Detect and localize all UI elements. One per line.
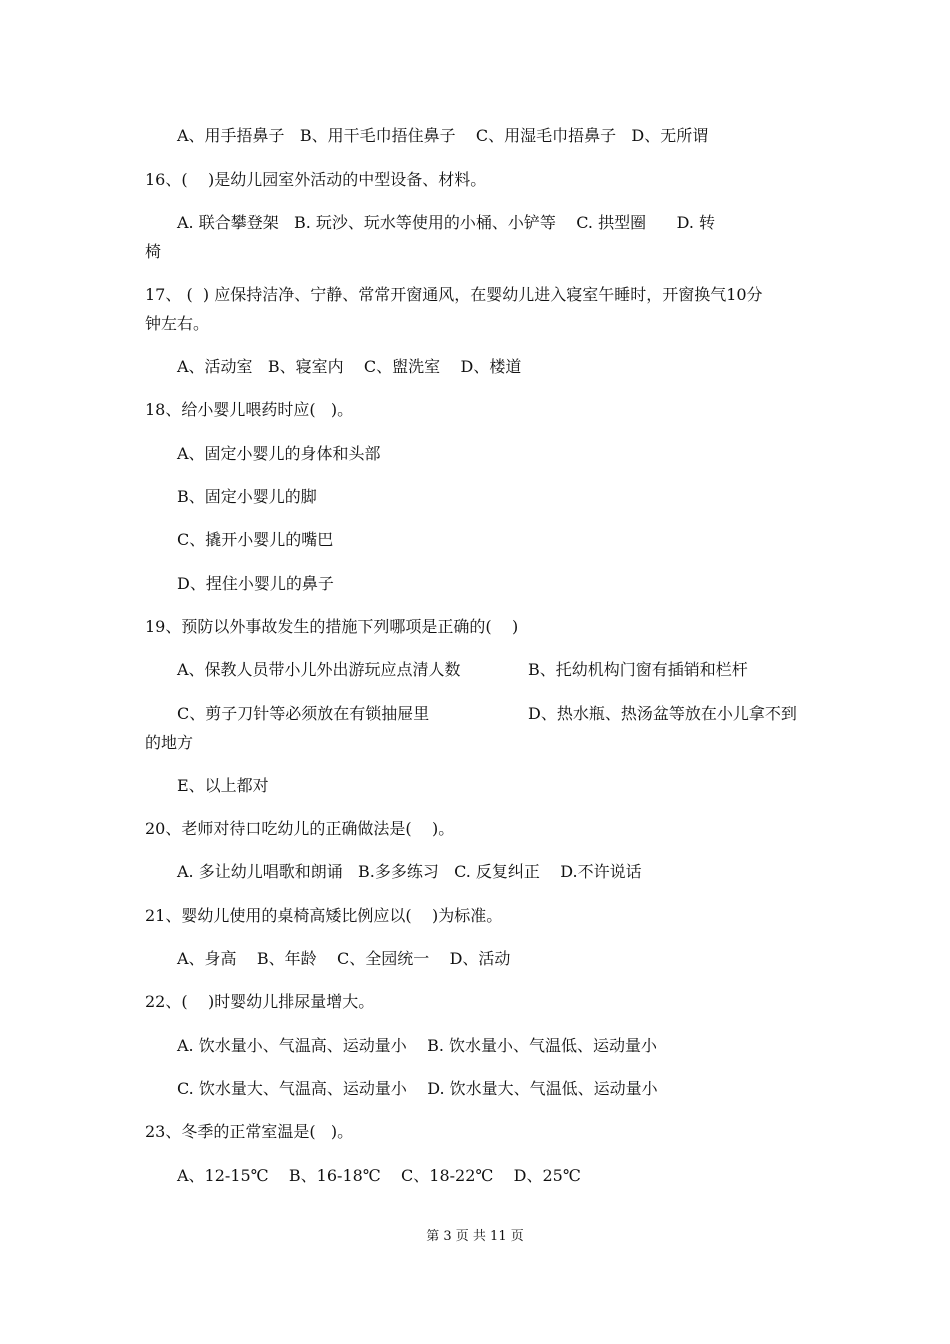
q19-stem: 19、预防以外事故发生的措施下列哪项是正确的( ) xyxy=(145,617,519,636)
q17-stem: 17、 ( ) 应保持洁净、宁静、常常开窗通风，在婴幼儿进入寝室午睡时，开窗换气10分 xyxy=(145,285,763,304)
q19-option-e: E、以上都对 xyxy=(177,776,269,795)
q22-stem: 22、( )时婴幼儿排尿量增大。 xyxy=(145,992,375,1011)
q22-options-cd: C. 饮水量大、气温高、运动量小 D. 饮水量大、气温低、运动量小 xyxy=(177,1079,658,1098)
q19-option-b: B、托幼机构门窗有插销和栏杆 xyxy=(528,660,748,679)
q22-options-ab: A. 饮水量小、气温高、运动量小 B. 饮水量小、气温低、运动量小 xyxy=(177,1036,658,1055)
q16-options: A. 联合攀登架 B. 玩沙、玩水等使用的小桶、小铲等 C. 拱型圈 D. 转 xyxy=(177,213,716,232)
q19-option-d: D、热水瓶、热汤盆等放在小儿拿不到 xyxy=(528,704,797,723)
page-number-footer: 第 3 页 共 11 页 xyxy=(426,1229,524,1244)
q20-options: A. 多让幼儿唱歌和朗诵 B.多多练习 C. 反复纠正 D.不许说话 xyxy=(177,862,642,881)
q16-options-wrap: 椅 xyxy=(145,242,162,261)
q18-option-c: C、撬开小婴儿的嘴巴 xyxy=(177,530,334,549)
q19-option-c: C、剪子刀针等必须放在有锁抽屉里 xyxy=(177,704,430,723)
q20-stem: 20、老师对待口吃幼儿的正确做法是( )。 xyxy=(145,819,455,838)
q23-options: A、12-15℃ B、16-18℃ C、18-22℃ D、25℃ xyxy=(177,1166,581,1185)
q15-options: A、用手捂鼻子 B、用干毛巾捂住鼻子 C、用湿毛巾捂鼻子 D、无所谓 xyxy=(177,126,709,145)
q21-stem: 21、婴幼儿使用的桌椅高矮比例应以( )为标准。 xyxy=(145,906,503,925)
q18-option-d: D、捏住小婴儿的鼻子 xyxy=(177,574,334,593)
q18-stem: 18、给小婴儿喂药时应( )。 xyxy=(145,400,354,419)
q18-option-b: B、固定小婴儿的脚 xyxy=(177,487,317,506)
q23-stem: 23、冬季的正常室温是( )。 xyxy=(145,1122,354,1141)
q17-stem-wrap: 钟左右。 xyxy=(145,314,210,333)
q19-option-d-wrap: 的地方 xyxy=(145,733,194,752)
q16-stem: 16、( )是幼儿园室外活动的中型设备、材料。 xyxy=(145,170,487,189)
q21-options: A、身高 B、年龄 C、全园统一 D、活动 xyxy=(177,949,511,968)
q18-option-a: A、固定小婴儿的身体和头部 xyxy=(177,444,381,463)
q19-option-a: A、保教人员带小儿外出游玩应点清人数 xyxy=(177,660,461,679)
q17-options: A、活动室 B、寝室内 C、盥洗室 D、楼道 xyxy=(177,357,522,376)
